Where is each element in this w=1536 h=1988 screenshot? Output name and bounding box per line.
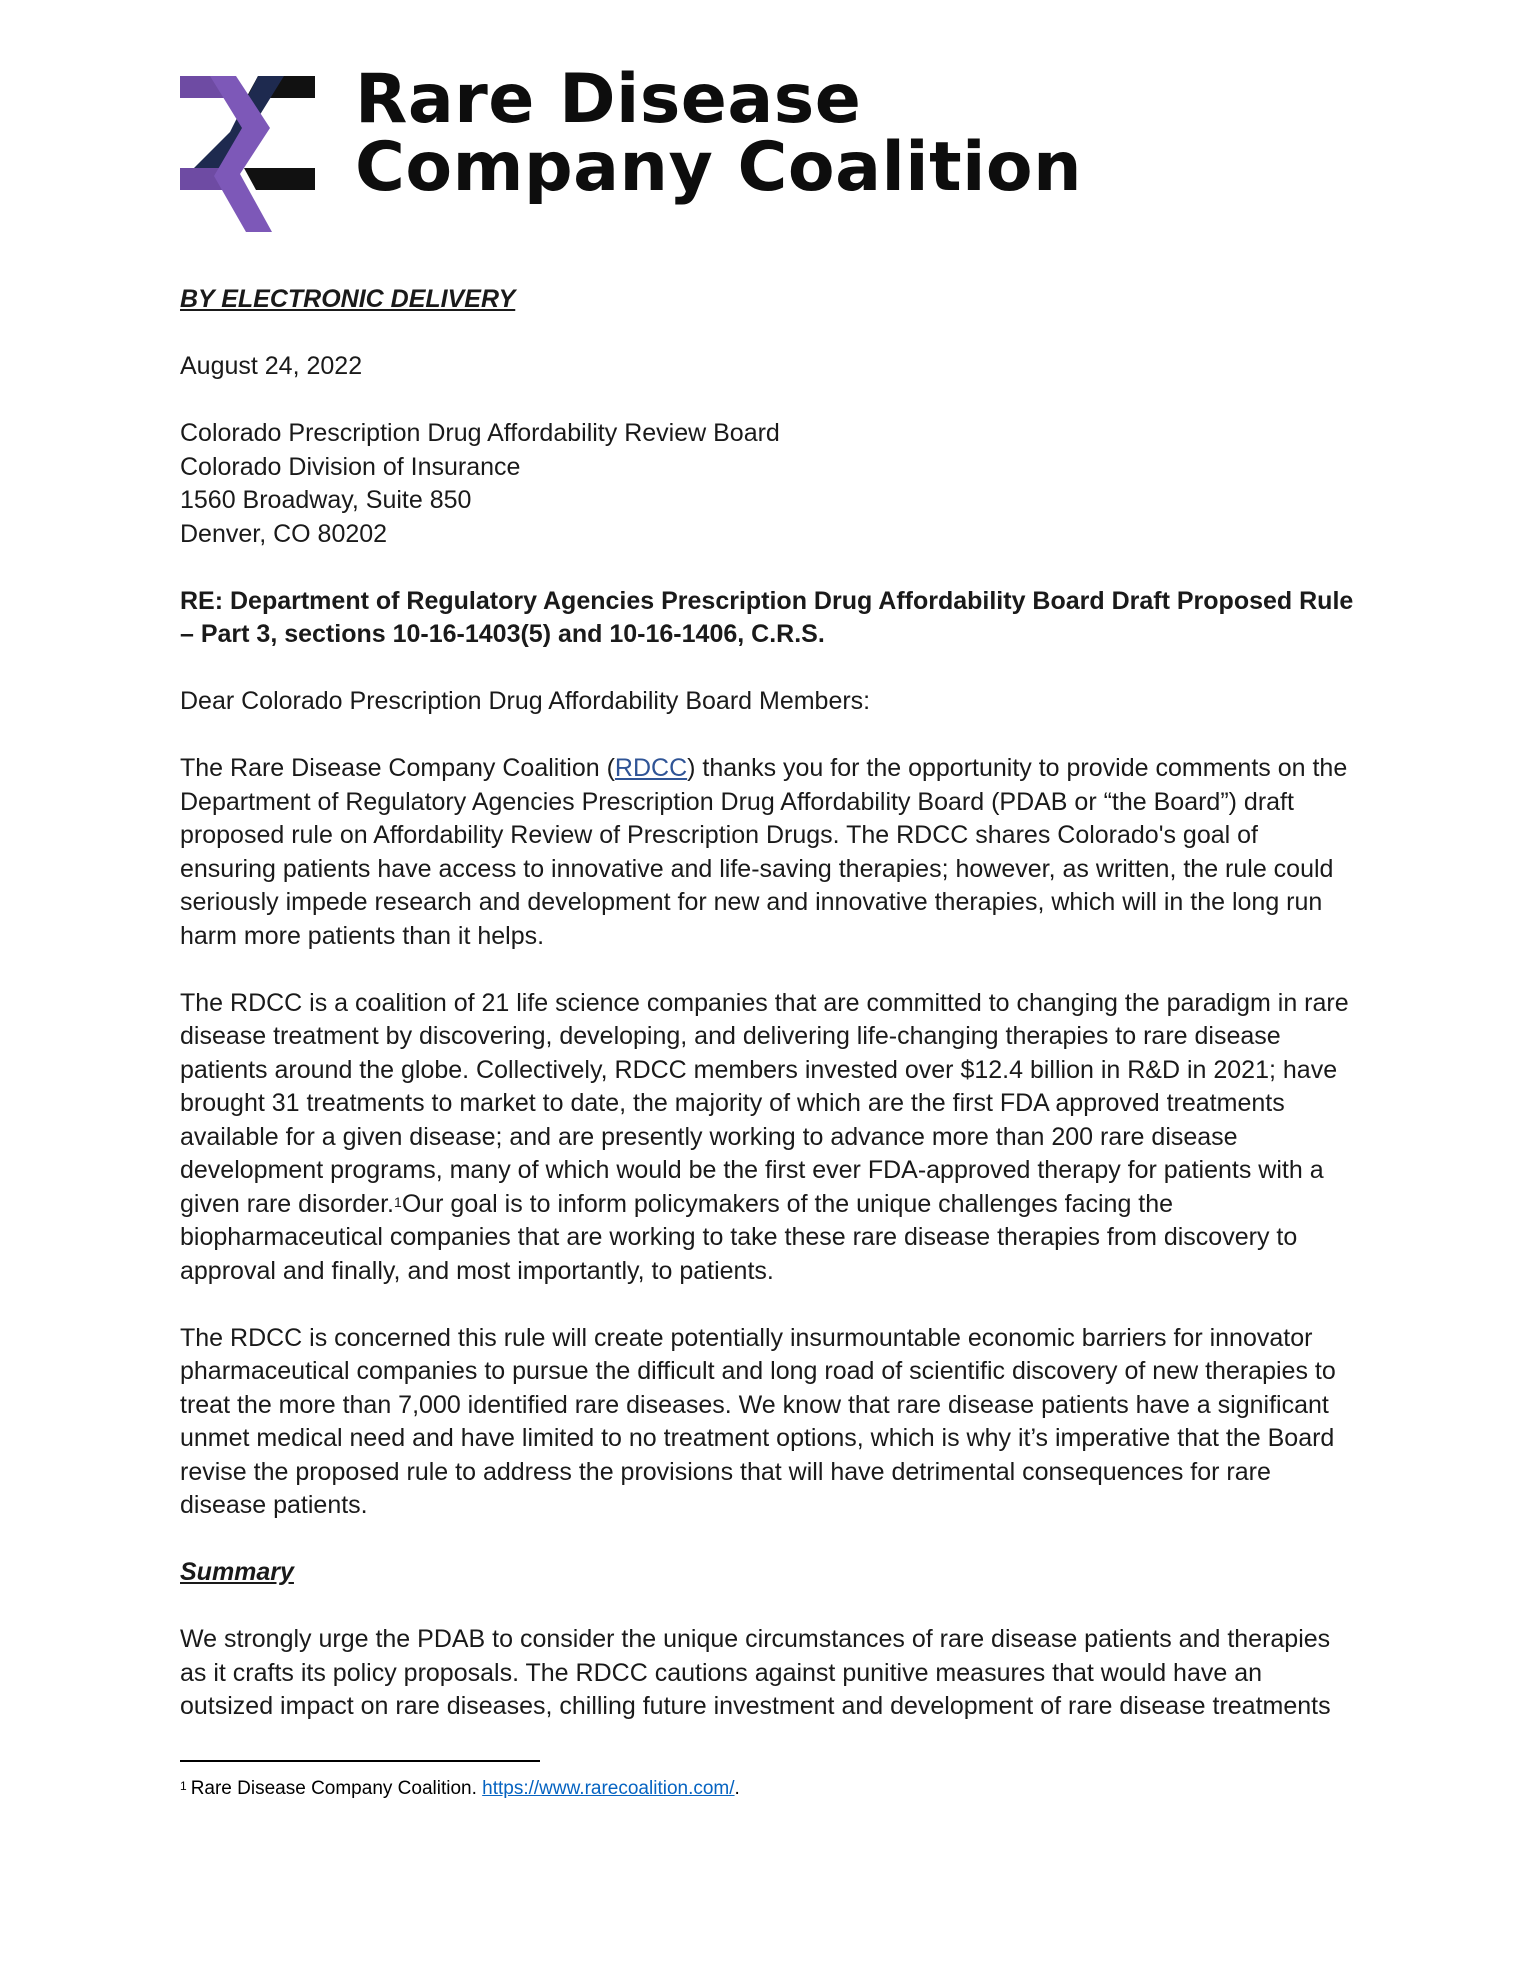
coalition-logo-mark-icon	[180, 76, 315, 232]
rdcc-link[interactable]: RDCC	[614, 754, 688, 782]
coalition-logo-text	[355, 60, 1083, 207]
paragraph-coalition	[180, 987, 1360, 1289]
summary-heading: Summary	[180, 1558, 294, 1586]
paragraph-intro	[180, 752, 1360, 953]
paragraph-text: Our goal is to inform policymakers of the unique challenges facing the biopharmaceutical companies that are working to take these rare disease therapies from discovery to approval and finally, and most importantly, to patients.	[180, 1189, 1298, 1285]
delivery-method: BY ELECTRONIC DELIVERY	[180, 285, 516, 313]
footnote-number: 1	[180, 1779, 187, 1793]
salutation: Dear Colorado Prescription Drug Affordability Board Members:	[180, 687, 871, 715]
paragraph-text: The Rare Disease Company Coalition (	[180, 754, 615, 782]
paragraph-text: The RDCC is a coalition of 21 life science companies that are committed to changing the paradigm in rare disease treatment by discovering, developing, and delivering life-changing therapies to rare disease patients around the globe. Collectively, RDCC members invested over $12.4 billion in R&D in 2021; have brought 31 treatments to market to date, the majority of which are the first FDA approved treatments available for a given disease; and are presently working to advance more than 200 rare disease development programs, many of which would be the first ever FDA-approved therapy for patients with a given rare disorder.	[180, 988, 1349, 1218]
address-line: Denver, CO 80202	[180, 519, 388, 548]
address-line: Colorado Division of Insurance	[180, 452, 521, 481]
address-line: Colorado Prescription Drug Affordability Review Board	[180, 419, 780, 447]
paragraph-text: ) thanks you for the opportunity to provide comments on the Department of Regulatory Agencies Prescription Drug Affordability Board (PDAB or “the Board”) draft proposed rule on Affordability Review of Prescription Drugs. The RDCC shares Colorado's goal of ensuring patients have access to innovative and life-saving therapies; however, as written, the rule could seriously impede research and development for new and innovative therapies, which will in the long run harm more patients than it helps.	[180, 754, 1348, 950]
summary-paragraph: We strongly urge the PDAB to consider the unique circumstances of rare disease patients and therapies as it crafts its policy proposals. The RDCC cautions against punitive measures that would have an outsized impact on rare diseases, chilling future investment and development of rare disease treatments	[180, 1625, 1331, 1720]
address-line: 1560 Broadway, Suite 850	[180, 486, 472, 514]
logo-line-2: Company Coalition	[355, 128, 1083, 207]
subject-line: RE: Department of Regulatory Agencies Prescription Drug Affordability Board Draft Proposed Rule – Part 3, sections 10-16-1403(5) and 10-16-1406, C.R.S.	[180, 586, 1354, 648]
letter-body	[180, 283, 1360, 1757]
logo-line-1: Rare Disease	[355, 60, 862, 139]
footnote-separator	[180, 1760, 540, 1762]
footnote-end: .	[734, 1778, 740, 1799]
footnote-url-link[interactable]: https://www.rarecoalition.com/	[482, 1778, 735, 1799]
letter-date: August 24, 2022	[180, 352, 363, 380]
footnote-text: Rare Disease Company Coalition.	[190, 1778, 483, 1799]
recipient-address	[180, 417, 1360, 551]
footnote-marker: 1	[394, 1193, 402, 1210]
paragraph-concern: The RDCC is concerned this rule will create potentially insurmountable economic barriers for innovator pharmaceutical companies to pursue the difficult and long road of scientific discovery of new therapies to treat the more than 7,000 identified rare diseases. We know that rare disease patients have a significant unmet medical need and have limited to no treatment options, which is why it’s imperative that the Board revise the proposed rule to address the provisions that will have detrimental consequences for rare disease patients.	[180, 1323, 1336, 1519]
coalition-logo	[180, 60, 1180, 236]
footnote	[180, 1777, 740, 1801]
